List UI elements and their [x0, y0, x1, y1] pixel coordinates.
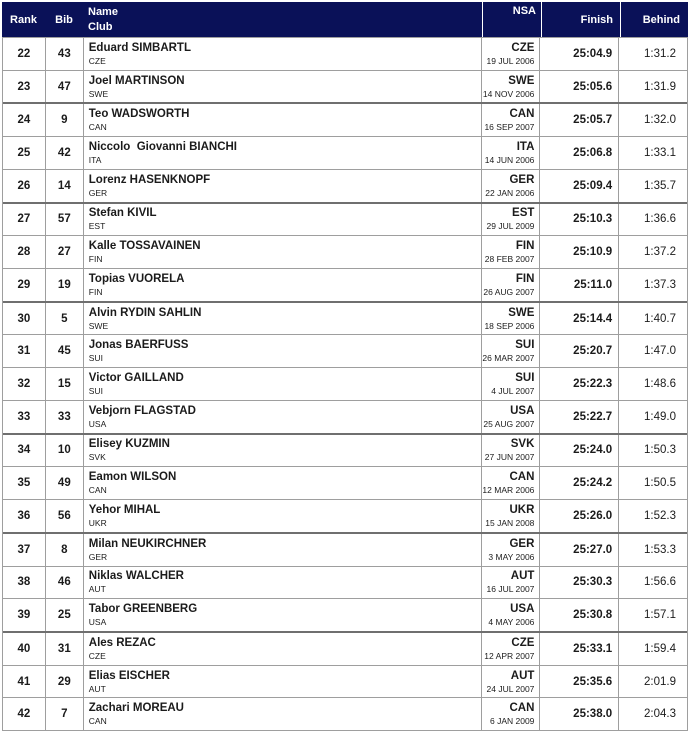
bib-value: 7 [46, 698, 84, 730]
nsa-cell [482, 401, 541, 433]
birth-date: 26 AUG 2007 [483, 286, 535, 297]
nsa-code: ITA [516, 141, 535, 154]
result-row [3, 202, 687, 236]
header-club-label: Club [88, 20, 113, 33]
athlete-name: Stefan KIVIL [88, 207, 157, 220]
nsa-cell [482, 666, 541, 698]
nsa-code: EST [512, 207, 535, 220]
nsa-code: FIN [515, 240, 535, 253]
athlete-club: CAN [88, 122, 107, 133]
finish-time: 25:04.9 [540, 38, 619, 70]
bib-value: 47 [46, 71, 84, 103]
birth-date: 27 JUN 2007 [484, 452, 535, 463]
nsa-cell [482, 633, 541, 665]
result-row [3, 169, 687, 202]
athlete-name: Teo WADSWORTH [88, 108, 190, 121]
nsa-cell [482, 71, 541, 103]
nsa-code: UKR [509, 503, 535, 516]
birth-date: 12 MAR 2006 [482, 485, 535, 496]
behind-time: 1:52.3 [644, 509, 677, 522]
bib-value: 8 [46, 534, 84, 566]
behind-time: 1:31.9 [644, 80, 677, 93]
rank-value: 35 [3, 467, 46, 499]
header-rank: Rank [10, 13, 37, 26]
birth-date: 18 SEP 2006 [484, 320, 535, 331]
nsa-code: SWE [508, 306, 535, 319]
bib-value: 29 [46, 666, 84, 698]
header-nsa: NSA [482, 2, 541, 37]
birth-date: 12 APR 2007 [484, 650, 535, 661]
finish-time: 25:20.7 [540, 335, 619, 367]
athlete-name: Niccolo Giovanni BIANCHI [88, 141, 238, 154]
athlete-name: Yehor MIHAL [88, 503, 161, 516]
behind-time: 1:33.1 [644, 147, 677, 160]
rank-value: 29 [3, 269, 46, 301]
athlete-club: UKR [88, 517, 107, 528]
nsa-cell [482, 567, 541, 599]
athlete-name: Elias EISCHER [88, 669, 170, 682]
nsa-code: AUT [510, 669, 535, 682]
result-row [3, 235, 687, 268]
behind-time: 1:56.6 [644, 576, 677, 589]
birth-date: 29 JUL 2009 [486, 221, 535, 232]
athlete-club: FIN [88, 254, 103, 265]
nsa-code: GER [509, 173, 535, 186]
finish-time: 25:33.1 [540, 633, 619, 665]
behind-time: 1:31.2 [644, 47, 677, 60]
behind-time: 2:01.9 [644, 675, 677, 688]
birth-date: 28 FEB 2007 [484, 254, 535, 265]
athlete-club: USA [88, 617, 107, 628]
rank-value: 23 [3, 71, 46, 103]
athlete-cell [84, 303, 482, 335]
athlete-name: Jonas BAERFUSS [88, 339, 189, 352]
nsa-cell [482, 599, 541, 631]
athlete-cell [84, 666, 482, 698]
finish-time: 25:22.3 [540, 368, 619, 400]
finish-time: 25:27.0 [540, 534, 619, 566]
bib-value: 56 [46, 500, 84, 532]
athlete-cell [84, 534, 482, 566]
bib-value: 42 [46, 137, 84, 169]
bib-value: 9 [46, 104, 84, 136]
athlete-cell [84, 236, 482, 268]
bib-value: 14 [46, 170, 84, 202]
results-table [2, 2, 688, 731]
result-row [3, 433, 687, 467]
rank-value: 40 [3, 633, 46, 665]
nsa-cell [482, 435, 541, 467]
bib-value: 33 [46, 401, 84, 433]
result-row [3, 466, 687, 499]
nsa-code: SVK [510, 438, 535, 451]
birth-date: 26 MAR 2007 [482, 353, 535, 364]
athlete-name: Eduard SIMBARTL [88, 41, 191, 54]
bib-value: 45 [46, 335, 84, 367]
athlete-name: Elisey KUZMIN [88, 438, 170, 451]
behind-time: 1:36.6 [644, 213, 677, 226]
rank-value: 27 [3, 204, 46, 236]
nsa-code: USA [510, 603, 535, 616]
nsa-code: CAN [509, 702, 535, 715]
result-row [3, 566, 687, 599]
bib-value: 5 [46, 303, 84, 335]
bib-value: 57 [46, 204, 84, 236]
birth-date: 4 JUL 2007 [491, 386, 535, 397]
rank-value: 41 [3, 666, 46, 698]
birth-date: 4 MAY 2006 [488, 617, 535, 628]
finish-time: 25:22.7 [540, 401, 619, 433]
athlete-cell [84, 71, 482, 103]
athlete-cell [84, 467, 482, 499]
birth-date: 6 JAN 2009 [489, 716, 535, 727]
rank-value: 32 [3, 368, 46, 400]
nsa-cell [482, 236, 541, 268]
athlete-club: USA [88, 418, 107, 429]
nsa-cell [482, 467, 541, 499]
athlete-name: Tabor GREENBERG [88, 603, 198, 616]
finish-time: 25:10.3 [540, 204, 619, 236]
behind-time: 1:49.0 [644, 410, 677, 423]
athlete-cell [84, 204, 482, 236]
nsa-code: GER [509, 537, 535, 550]
finish-time: 25:09.4 [540, 170, 619, 202]
birth-date: 22 JAN 2006 [485, 187, 535, 198]
birth-date: 16 JUL 2007 [486, 584, 535, 595]
rank-value: 36 [3, 500, 46, 532]
header-bib: Bib [55, 13, 73, 26]
athlete-name: Victor GAILLAND [88, 372, 184, 385]
result-row [3, 598, 687, 631]
behind-time: 1:53.3 [644, 543, 677, 556]
finish-time: 25:14.4 [540, 303, 619, 335]
result-row [3, 631, 687, 665]
nsa-cell [482, 698, 541, 730]
athlete-club: CZE [88, 650, 106, 661]
athlete-name: Niklas WALCHER [88, 570, 184, 583]
nsa-cell [482, 104, 541, 136]
result-row [3, 268, 687, 301]
athlete-cell [84, 567, 482, 599]
athlete-cell [84, 633, 482, 665]
athlete-club: SWE [88, 88, 109, 99]
finish-time: 25:05.6 [540, 71, 619, 103]
rank-value: 39 [3, 599, 46, 631]
athlete-club: GER [88, 551, 108, 562]
finish-time: 25:38.0 [540, 698, 619, 730]
athlete-cell [84, 104, 482, 136]
athlete-club: EST [88, 221, 106, 232]
bib-value: 46 [46, 567, 84, 599]
nsa-cell [482, 368, 541, 400]
birth-date: 24 JUL 2007 [486, 683, 535, 694]
athlete-name: Topias VUORELA [88, 272, 185, 285]
behind-time: 1:47.0 [644, 345, 677, 358]
nsa-code: SUI [515, 339, 535, 352]
athlete-club: AUT [88, 683, 106, 694]
bib-value: 27 [46, 236, 84, 268]
behind-time: 1:37.3 [644, 278, 677, 291]
birth-date: 19 JUL 2006 [486, 55, 535, 66]
nsa-cell [482, 269, 541, 301]
rank-value: 28 [3, 236, 46, 268]
athlete-club: CAN [88, 485, 107, 496]
athlete-club: FIN [88, 286, 103, 297]
result-row [3, 136, 687, 169]
behind-time: 1:57.1 [644, 609, 677, 622]
rank-value: 34 [3, 435, 46, 467]
birth-date: 3 MAY 2006 [488, 551, 535, 562]
athlete-club: SUI [88, 386, 103, 397]
result-row [3, 697, 687, 730]
athlete-club: SUI [88, 353, 103, 364]
athlete-club: CAN [88, 716, 107, 727]
bib-value: 43 [46, 38, 84, 70]
rank-value: 25 [3, 137, 46, 169]
nsa-code: USA [510, 404, 535, 417]
finish-time: 25:11.0 [540, 269, 619, 301]
athlete-name: Vebjorn FLAGSTAD [88, 404, 196, 417]
athlete-club: CZE [88, 55, 106, 66]
finish-time: 25:26.0 [540, 500, 619, 532]
athlete-cell [84, 599, 482, 631]
nsa-code: SUI [515, 372, 535, 385]
nsa-code: AUT [510, 570, 535, 583]
birth-date: 14 NOV 2006 [482, 88, 535, 99]
nsa-cell [482, 335, 541, 367]
athlete-name: Zachari MOREAU [88, 702, 184, 715]
result-row [3, 532, 687, 566]
athlete-name: Milan NEUKIRCHNER [88, 537, 207, 550]
table-body [2, 37, 688, 731]
rank-value: 31 [3, 335, 46, 367]
athlete-name: Ales REZAC [88, 636, 156, 649]
finish-time: 25:10.9 [540, 236, 619, 268]
behind-time: 1:37.2 [644, 246, 677, 259]
athlete-name: Kalle TOSSAVAINEN [88, 240, 201, 253]
rank-value: 38 [3, 567, 46, 599]
result-row [3, 665, 687, 698]
header-finish: Finish [541, 2, 620, 37]
finish-time: 25:35.6 [540, 666, 619, 698]
rank-value: 22 [3, 38, 46, 70]
bib-value: 10 [46, 435, 84, 467]
result-row [3, 102, 687, 136]
behind-time: 1:50.5 [644, 477, 677, 490]
bib-value: 25 [46, 599, 84, 631]
athlete-club: ITA [88, 155, 102, 166]
behind-time: 1:59.4 [644, 642, 677, 655]
behind-time: 1:35.7 [644, 179, 677, 192]
athlete-name: Alvin RYDIN SAHLIN [88, 306, 202, 319]
nsa-cell [482, 170, 541, 202]
behind-time: 1:32.0 [644, 114, 677, 127]
athlete-club: AUT [88, 584, 106, 595]
athlete-name: Eamon WILSON [88, 471, 177, 484]
rank-value: 24 [3, 104, 46, 136]
athlete-cell [84, 435, 482, 467]
athlete-cell [84, 368, 482, 400]
behind-time: 2:04.3 [644, 708, 677, 721]
athlete-club: GER [88, 187, 108, 198]
result-row [3, 301, 687, 335]
rank-value: 26 [3, 170, 46, 202]
nsa-code: CZE [511, 41, 535, 54]
nsa-cell [482, 500, 541, 532]
rank-value: 30 [3, 303, 46, 335]
athlete-cell [84, 269, 482, 301]
nsa-code: FIN [515, 272, 535, 285]
athlete-club: SWE [88, 320, 109, 331]
nsa-cell [482, 137, 541, 169]
athlete-name: Joel MARTINSON [88, 74, 185, 87]
finish-time: 25:06.8 [540, 137, 619, 169]
table-header [2, 2, 688, 37]
header-behind: Behind [620, 2, 688, 37]
bib-value: 15 [46, 368, 84, 400]
rank-value: 42 [3, 698, 46, 730]
header-name-club [83, 2, 482, 37]
behind-time: 1:50.3 [644, 444, 677, 457]
bib-value: 31 [46, 633, 84, 665]
finish-time: 25:05.7 [540, 104, 619, 136]
rank-value: 33 [3, 401, 46, 433]
athlete-cell [84, 38, 482, 70]
athlete-cell [84, 698, 482, 730]
nsa-code: CAN [509, 471, 535, 484]
result-row [3, 499, 687, 532]
behind-time: 1:40.7 [644, 312, 677, 325]
birth-date: 14 JUN 2006 [484, 155, 535, 166]
athlete-cell [84, 170, 482, 202]
athlete-cell [84, 335, 482, 367]
finish-time: 25:30.8 [540, 599, 619, 631]
nsa-cell [482, 303, 541, 335]
finish-time: 25:24.2 [540, 467, 619, 499]
athlete-club: SVK [88, 452, 106, 463]
result-row [3, 367, 687, 400]
header-name-label: Name [88, 5, 118, 18]
nsa-code: CAN [509, 108, 535, 121]
athlete-name: Lorenz HASENKNOPF [88, 173, 211, 186]
rank-value: 37 [3, 534, 46, 566]
finish-time: 25:30.3 [540, 567, 619, 599]
birth-date: 25 AUG 2007 [483, 418, 535, 429]
birth-date: 15 JAN 2008 [485, 517, 535, 528]
bib-value: 49 [46, 467, 84, 499]
result-row [3, 70, 687, 103]
nsa-cell [482, 204, 541, 236]
result-row [3, 334, 687, 367]
nsa-code: SWE [508, 74, 535, 87]
behind-time: 1:48.6 [644, 378, 677, 391]
nsa-code: CZE [511, 636, 535, 649]
bib-value: 19 [46, 269, 84, 301]
result-row [3, 37, 687, 70]
athlete-cell [84, 401, 482, 433]
nsa-cell [482, 534, 541, 566]
athlete-cell [84, 137, 482, 169]
birth-date: 16 SEP 2007 [484, 122, 535, 133]
athlete-cell [84, 500, 482, 532]
finish-time: 25:24.0 [540, 435, 619, 467]
result-row [3, 400, 687, 433]
nsa-cell [482, 38, 541, 70]
